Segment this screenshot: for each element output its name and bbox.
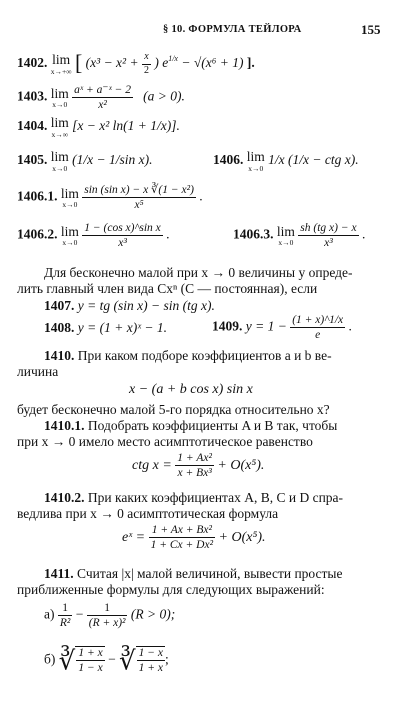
fraction: $\frac{x}{2}$ <box>143 51 149 76</box>
problem-1410-2-line: 1410.2. При каких коэффициентах A, B, C и D спра- <box>44 490 344 505</box>
fraction: $\frac{(1 + x)\^{}1/x}{e}$ <box>292 314 344 342</box>
limit-operator: lim x→+∞ <box>50 52 72 76</box>
fraction: $\frac{\text{1 + Ax + Bx²}}{\text{1 + Cx + Dx²}}$ <box>150 524 214 552</box>
problem-1407: 1407. y = tg (sin x) − sin (tg x). <box>44 298 215 313</box>
problem-1410-2-line: ведлива при x → 0 асимптотическая формула <box>17 506 279 521</box>
problem-1410-1-line: 1410.1. Подобрать коэффициенты A и B так, чтобы <box>44 418 338 433</box>
limit-operator: lim x→∞ <box>50 115 69 139</box>
problem-1409: 1409. y = 1 − $\frac{(1 + x)\^{}1/x}{e}$ . <box>212 314 352 342</box>
problem-1406-3: 1406.3. lim x→0 $\frac{\text{sh (tg x) − x}}{\text{x³}}$ . <box>233 222 366 250</box>
problem-1410-line: будет бесконечно малой 5-го порядка относительно x? <box>17 402 330 417</box>
problem-1406-1: 1406.1. lim x→0 $\frac{\text{sin (sin x) − x ∛(1 − x²)}}{\text{x⁵}}$ . <box>17 184 203 212</box>
problem-1408: 1408. y = (1 + x)ˣ − 1. <box>44 320 167 335</box>
fraction: $\frac{\text{aˣ + a⁻ˣ − 2}}{\text{x²}}$ <box>74 84 131 112</box>
formula: x − (a + b cos x) sin x <box>129 382 253 397</box>
problem-1411-a: а) $\frac{1}{\text{R²}}$ − $\frac{1}{\text{(R + x)²}}$ (R > 0); <box>44 602 176 630</box>
fraction: $\frac{1}{\text{R²}}$ <box>59 602 71 630</box>
problem-1406-2: 1406.2. lim x→0 $\frac{\text{1 − (cos x)\textasciicircum{}sin x}}{\text{x³}}$ . <box>17 222 170 250</box>
problem-1410-1-line: при x → 0 имело место асимптотическое равенство <box>17 434 313 449</box>
problem-1411-b: б) ∛ $\frac{1 + x}{1 - x}$ − ∛ $\frac{1 - x}{1 + x}$ ; <box>44 646 169 676</box>
problem-1411-line: приближенные формулы для следующих выражений: <box>17 582 325 597</box>
problem-1405: 1405. lim x→0 (1/x − 1/sin x). <box>17 149 153 173</box>
limit-operator: lim x→0 <box>60 185 79 210</box>
paragraph-line: лить главный член вида Cxⁿ (C — постоянная), если <box>17 281 318 296</box>
limit-operator: lim x→0 <box>276 223 295 248</box>
problem-1410-line: личина <box>17 364 59 379</box>
section-title: § 10. ФОРМУЛА ТЕЙЛОРА <box>163 24 302 35</box>
formula: ctg x = $\frac{\text{1 + Ax²}}{\text{x + Bx³}}$ + O(x⁵). <box>132 452 265 480</box>
fraction: $\frac{\text{1 + Ax²}}{\text{x + Bx³}}$ <box>177 452 212 480</box>
problem-1403: 1403. lim x→0 $\frac{\text{aˣ + a⁻ˣ − 2}}{\text{x²}}$ (a > 0). <box>17 84 185 112</box>
limit-operator: lim x→0 <box>60 223 79 248</box>
formula: eˣ = $\frac{\text{1 + Ax + Bx²}}{\text{1 + Cx + Dx²}}$ + O(x⁵). <box>122 524 266 552</box>
page-number: 155 <box>361 22 381 37</box>
paragraph-line: Для бесконечно малой при x → 0 величины y опреде- <box>44 265 353 280</box>
fraction: $\frac{1 + x}{1 - x}$ <box>78 647 103 675</box>
cube-root-icon: ∛ <box>119 646 136 676</box>
fraction: $\frac{1 - x}{1 + x}$ <box>138 647 164 675</box>
problem-1402: 1402. lim x→+∞ [ (x³ − x² + $\frac{x}{2}$ ) $e^{1/x} - √(x^6 + 1)$ ]. <box>17 50 255 76</box>
limit-operator: lim x→0 <box>50 149 69 173</box>
problem-1406: 1406. lim x→0 1/x (1/x − ctg x). <box>213 149 359 173</box>
fraction: $\frac{\text{1 − (cos x)\textasciicircum{}sin x}}{\text{x³}}$ <box>84 222 161 250</box>
limit-operator: lim x→0 <box>50 85 69 110</box>
limit-operator: lim x→0 <box>246 149 265 173</box>
fraction: $\frac{\text{sh (tg x) − x}}{\text{x³}}$ <box>300 222 357 250</box>
fraction: $\frac{1}{\text{(R + x)²}}$ <box>88 602 126 630</box>
problem-1411-line: 1411. Считая |x| малой величиной, вывести простые <box>44 566 343 581</box>
cube-root-icon: ∛ <box>58 646 76 676</box>
fraction: $\frac{\text{sin (sin x) − x ∛(1 − x²)}}{\text{x⁵}}$ <box>84 184 194 212</box>
page-header <box>0 22 419 42</box>
problem-1410-line: 1410. При каком подборе коэффициентов a и b ве- <box>44 348 332 363</box>
problem-1404: 1404. lim x→∞ [x − x² ln(1 + 1/x)]. <box>17 115 180 139</box>
